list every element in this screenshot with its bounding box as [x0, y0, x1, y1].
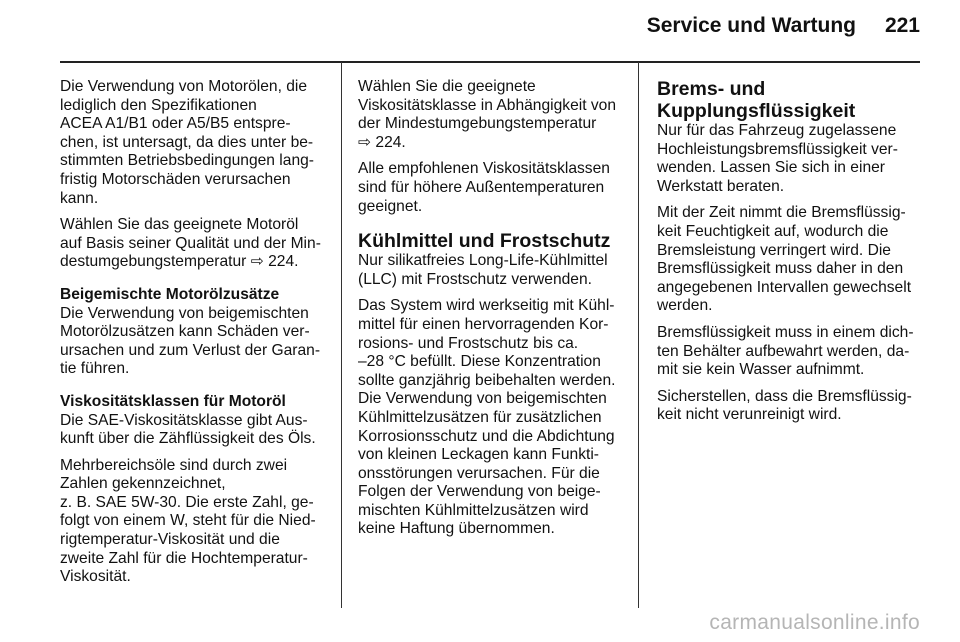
subheading: Viskositätsklassen für Motoröl: [60, 392, 286, 410]
subheading: Beigemischte Motorölzusätze: [60, 285, 280, 303]
paragraph: Wählen Sie das geeignete Motoröl auf Basis seiner Qualität und der Min- destumgebungstemperatur ⇨ 224.: [60, 216, 321, 271]
paragraph: Bremsflüssigkeit muss in einem dich- ten Behälter aufbewahrt werden, da- mit sie kein Wasser aufnimmt.: [657, 323, 914, 379]
paragraph: Die Verwendung von beigemischten Motorölzusätzen kann Schäden ver- ursachen und zum Verlust der Garan- tie führen.: [60, 304, 321, 378]
section-heading: Brems- und Kupplungsflüssigkeit: [657, 78, 856, 122]
paragraph: Mit der Zeit nimmt die Bremsflüssig- keit Feuchtigkeit auf, wodurch die Bremsleistung verringert wird. Die Bremsflüssigkeit muss daher in den angegebenen Intervallen gewechselt werden.: [657, 204, 912, 315]
paragraph: Nur für das Fahrzeug zugelassene Hochleistungsbremsflüssigkeit ver- wenden. Lassen Sie sich in einer Werkstatt beraten.: [657, 122, 898, 195]
page-number: 221: [884, 14, 920, 37]
paragraph: Wählen Sie die geeignete Viskositätsklasse in Abhängigkeit von der Mindestumgebungstemperatur ⇨ 224.: [358, 78, 617, 151]
column-divider: [638, 62, 639, 608]
page-header: [0, 0, 960, 62]
paragraph: Das System wird werkseitig mit Kühl- mittel für einen hervorragenden Kor- rosions- und Frostschutz bis ca. –28 °C befüllt. Diese Konzentration sollte ganzjährig beibehalten werden. Die Verwendung von beigemischten Kühlmittelzusätzen für zusätzlichen Korrosionsschutz und die Abdichtung von kleinen Leckagen kann Funkti- onsstörungen verursachen. Für die Folgen der Verwendung von beige- mischten Kühlmittelzusätzen wird keine Haftung übernommen.: [358, 297, 616, 538]
paragraph: Alle empfohlenen Viskositätsklassen sind für höhere Außentemperaturen geeignet.: [358, 160, 610, 215]
column-right: [657, 78, 925, 433]
section-heading: Kühlmittel und Frostschutz: [358, 230, 611, 253]
header-rule: [60, 61, 920, 63]
paragraph: Die Verwendung von Motorölen, die lediglich den Spezifikationen ACEA A1/B1 oder A5/B5 entspre- chen, ist untersagt, da dies unter be- stimmten Betriebsbedingungen lang- fristig Motorschäden verursachen kann.: [60, 78, 314, 207]
watermark: carmanualsonline.info: [709, 611, 920, 634]
column-divider: [341, 62, 342, 608]
paragraph: Nur silikatfreies Long-Life-Kühlmittel (LLC) mit Frostschutz verwenden.: [358, 252, 608, 288]
paragraph: Mehrbereichsöle sind durch zwei Zahlen gekennzeichnet, z. B. SAE 5W-30. Die erste Zahl, ge- folgt von einem W, steht für die Nied- rigtemperatur-Viskosität und die zweite Zahl für die Hochtemperatur- Viskosität.: [60, 456, 316, 586]
paragraph: Die SAE-Viskositätsklasse gibt Aus- kunft über die Zähflüssigkeit des Öls.: [60, 411, 316, 448]
column-left: [60, 78, 328, 595]
column-middle: [358, 78, 626, 547]
section-title: Service und Wartung: [646, 14, 856, 37]
paragraph: Sicherstellen, dass die Bremsflüssig- keit nicht verunreinigt wird.: [657, 387, 912, 424]
